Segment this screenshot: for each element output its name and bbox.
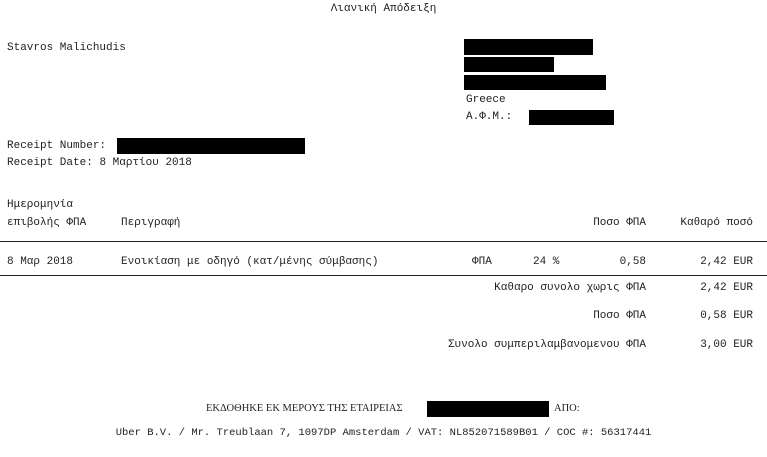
- total-vat-label: Ποσο ΦΠΑ: [593, 310, 646, 322]
- header-date-line2: επιβολής ΦΠΑ: [7, 217, 87, 229]
- total-net-label: Καθαρο συνολο χωρις ΦΠΑ: [494, 282, 646, 294]
- total-gross-value: 3,00 EUR: [700, 339, 753, 351]
- table-bottom-rule: [0, 275, 767, 276]
- receipt-date-label: Receipt Date:: [7, 157, 93, 169]
- header-net-amount: Καθαρό ποσό: [680, 217, 753, 229]
- redacted-address-line-3: [464, 75, 606, 90]
- redacted-address-line-2: [464, 57, 554, 72]
- row-date: 8 Μαρ 2018: [7, 256, 74, 268]
- row-tax-rate: 24 %: [533, 256, 560, 268]
- row-vat-amount: 0,58: [619, 256, 646, 268]
- company-details: Uber B.V. / Mr. Treublaan 7, 1097DP Amsterdam / VAT: NL852071589B01 / COC #: 56317441: [115, 427, 652, 439]
- receipt-number-label: Receipt Number:: [7, 140, 107, 152]
- receipt-title: Λιανική Απόδειξη: [330, 3, 437, 15]
- row-tax-label: ΦΠΑ: [472, 256, 492, 268]
- row-description: Ενοικίαση με οδηγό (κατ/μένης σύμβασης): [121, 256, 379, 268]
- issued-on-behalf-prefix: ΕΚΔΟΘΗΚΕ ΕΚ ΜΕΡΟΥΣ ΤΗΣ ΕΤΑΙΡΕΙΑΣ: [206, 403, 403, 414]
- header-vat-amount: Ποσο ΦΠΑ: [593, 217, 646, 229]
- total-gross-label: Συνολο συμπεριλαμβανομενου ΦΠΑ: [447, 339, 646, 351]
- receipt-date: [7, 156, 192, 170]
- address-country: Greece: [466, 94, 506, 106]
- redacted-address-line-1: [464, 39, 593, 55]
- redacted-vat-id: [529, 110, 614, 125]
- row-net-amount: 2,42 EUR: [700, 256, 753, 268]
- issued-on-behalf-suffix: ΑΠΟ:: [554, 403, 580, 414]
- customer-name: Stavros Malichudis: [7, 42, 126, 54]
- vat-id-label: Α.Φ.Μ.:: [466, 111, 513, 123]
- table-top-rule: [0, 241, 767, 242]
- redacted-receipt-number: [117, 138, 305, 154]
- header-description: Περιγραφή: [121, 217, 181, 229]
- redacted-company-name: [427, 401, 549, 417]
- header-date-line1: Ημερομηνία: [7, 199, 74, 211]
- total-vat-value: 0,58 EUR: [700, 310, 753, 322]
- total-net-value: 2,42 EUR: [700, 282, 753, 294]
- receipt-date-value: 8 Μαρτίου 2018: [99, 157, 192, 169]
